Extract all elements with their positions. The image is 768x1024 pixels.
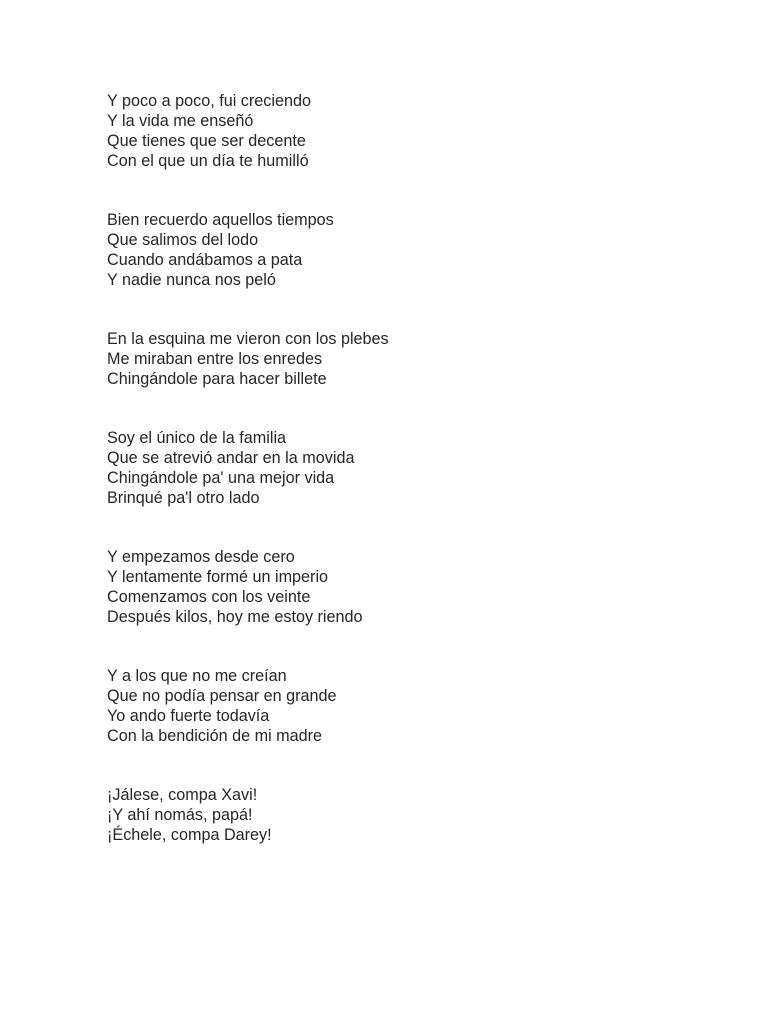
- lyric-line: Soy el único de la familia: [107, 429, 287, 447]
- lyric-line: Que salimos del lodo: [107, 231, 259, 249]
- lyric-line: Yo ando fuerte todavía: [107, 707, 270, 725]
- lyric-line: Con la bendición de mi madre: [107, 727, 323, 745]
- stanza-5: [107, 547, 707, 627]
- lyric-line: ¡Jálese, compa Xavi!: [107, 786, 258, 804]
- lyric-line: Y poco a poco, fui creciendo: [107, 92, 311, 110]
- lyric-line: Chingándole para hacer billete: [107, 370, 327, 388]
- stanza-3: [107, 329, 707, 389]
- lyric-line: Bien recuerdo aquellos tiempos: [107, 211, 334, 229]
- lyric-line: ¡Y ahí nomás, papá!: [107, 806, 253, 824]
- lyric-line: Y empezamos desde cero: [107, 548, 295, 566]
- lyric-line: Me miraban entre los enredes: [107, 350, 323, 368]
- lyric-line: Que no podía pensar en grande: [107, 687, 337, 705]
- lyric-line: Después kilos, hoy me estoy riendo: [107, 608, 363, 626]
- lyric-line: En la esquina me vieron con los plebes: [107, 330, 389, 348]
- lyric-line: Y a los que no me creían: [107, 667, 287, 685]
- lyric-line: Y nadie nunca nos peló: [107, 271, 276, 289]
- stanza-6: [107, 666, 707, 746]
- lyric-line: Y la vida me enseñó: [107, 112, 254, 130]
- lyric-line: Chingándole pa' una mejor vida: [107, 469, 335, 487]
- lyric-line: Brinqué pa'l otro lado: [107, 489, 260, 507]
- lyrics-body: [107, 91, 707, 845]
- lyric-line: ¡Échele, compa Darey!: [107, 826, 272, 844]
- lyric-line: Con el que un día te humilló: [107, 152, 309, 170]
- lyric-line: Que se atrevió andar en la movida: [107, 449, 355, 467]
- stanza-4: [107, 428, 707, 508]
- lyric-line: Comenzamos con los veinte: [107, 588, 311, 606]
- stanza-7: [107, 785, 707, 845]
- lyric-line: Cuando andábamos a pata: [107, 251, 303, 269]
- lyric-line: Y lentamente formé un imperio: [107, 568, 329, 586]
- stanza-2: [107, 210, 707, 290]
- stanza-1: [107, 91, 707, 171]
- lyric-line: Que tienes que ser decente: [107, 132, 306, 150]
